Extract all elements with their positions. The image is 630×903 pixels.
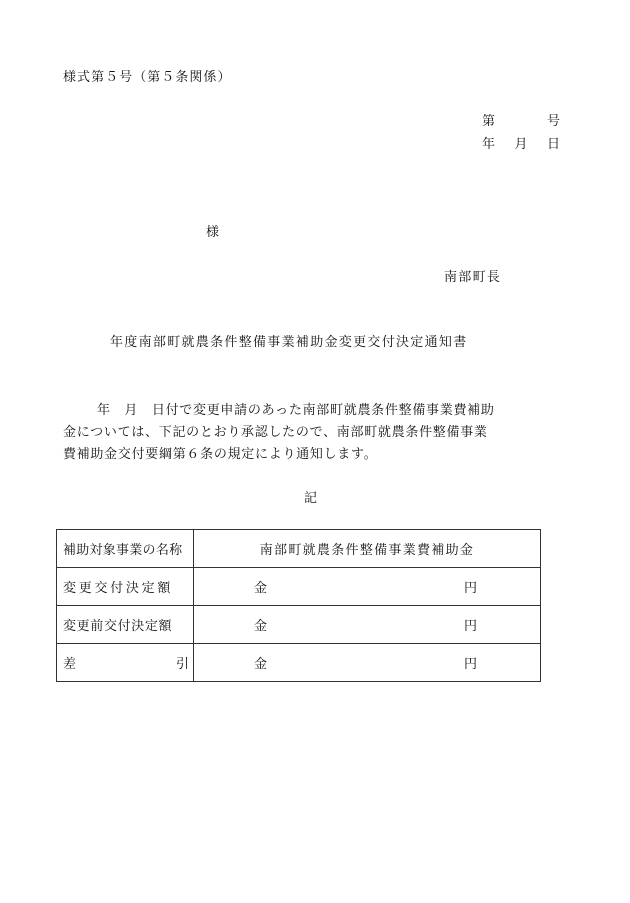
row-label [57, 644, 194, 682]
table-row [57, 606, 541, 644]
kin-label: 金 [254, 657, 268, 672]
table-row [57, 530, 541, 568]
row-label: 補助対象事業の名称 [57, 530, 194, 568]
document-date [482, 133, 560, 152]
date-year: 年 [482, 137, 496, 152]
row-label: 変更前交付決定額 [57, 606, 194, 644]
body-line-1: 年 月 日付で変更申請のあった南部町就農条件整備事業費補助 [97, 403, 495, 418]
row-value [194, 568, 541, 606]
document-title: 年度南部町就農条件整備事業補助金変更交付決定通知書 [110, 335, 468, 350]
doc-number-suffix: 号 [546, 114, 560, 129]
body-line-3: 費補助金交付要綱第６条の規定により通知します。 [63, 447, 378, 462]
sender: 南部町長 [444, 270, 502, 285]
body-line-2: 金については、下記のとおり承認したので、南部町就農条件整備事業 [63, 425, 488, 440]
date-day: 日 [546, 137, 560, 152]
label-left: 差 [63, 657, 77, 672]
doc-number-prefix: 第 [482, 114, 496, 129]
addressee: 様 [206, 225, 220, 240]
en-label: 円 [463, 619, 477, 634]
row-value: 南部町就農条件整備事業費補助金 [194, 530, 541, 568]
row-label: 変更交付決定額 [57, 568, 194, 606]
table-row [57, 644, 541, 682]
kin-label: 金 [254, 619, 268, 634]
row-value [194, 644, 541, 682]
ki-heading: 記 [304, 491, 318, 506]
kin-label: 金 [254, 581, 268, 596]
date-month: 月 [514, 137, 528, 152]
table-row [57, 568, 541, 606]
form-label: 様式第５号（第５条関係） [63, 70, 232, 85]
document-number [482, 110, 560, 129]
body-text [63, 400, 563, 466]
en-label: 円 [463, 657, 477, 672]
label-right: 引 [175, 657, 189, 672]
details-table [56, 529, 541, 682]
en-label: 円 [463, 581, 477, 596]
row-value [194, 606, 541, 644]
